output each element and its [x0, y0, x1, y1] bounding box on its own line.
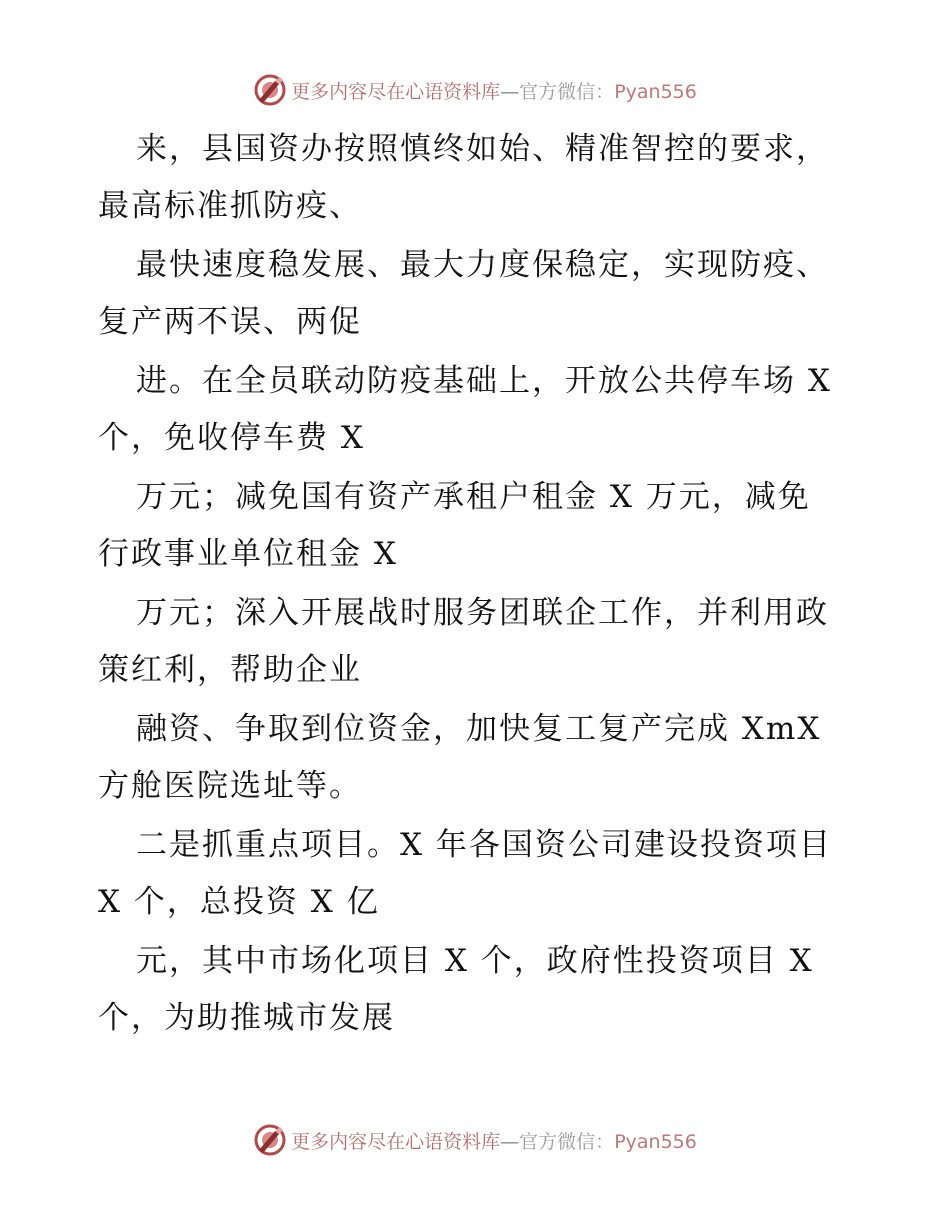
paragraph-line: 来，县国资办按照慎终如始、精准智控的要求，: [136, 131, 829, 167]
banner-main-text: 更多内容尽在心语资料库: [291, 80, 501, 103]
banner-text: [291, 77, 697, 104]
banner-wechat-id: Pyan556: [614, 80, 697, 103]
paragraph-line: 万元；减免国有资产承租户租金 X 万元，减免: [136, 479, 811, 515]
paragraph-line: 最快速度稳发展、最大力度保稳定，实现防疫、: [136, 247, 829, 283]
brand-logo-icon: [253, 73, 287, 107]
paragraph-line: X 个，总投资 X 亿: [98, 884, 380, 920]
banner-text: [291, 1127, 697, 1154]
paragraph-line: 最高标准抓防疫、: [98, 188, 362, 224]
paragraph-line: 进。在全员联动防疫基础上，开放公共停车场 X: [136, 363, 832, 399]
footer-banner: [0, 1120, 950, 1160]
banner-sub-text: 官方微信：: [519, 1130, 615, 1153]
paragraph-line: 个，免收停车费 X: [98, 420, 365, 456]
paragraph-line: 二是抓重点项目。X 年各国资公司建设投资项目: [136, 827, 832, 863]
paragraph-line: 行政事业单位租金 X: [98, 536, 398, 572]
paragraph-line: 元，其中市场化项目 X 个，政府性投资项目 X: [136, 943, 814, 979]
banner-dash: —: [500, 80, 520, 103]
banner-main-text: 更多内容尽在心语资料库: [291, 1130, 501, 1153]
paragraph-line: 复产两不误、两促: [98, 304, 362, 340]
paragraph-line: 个，为助推城市发展: [98, 1000, 395, 1036]
paragraph-line: 方舱医院选址等。: [98, 768, 362, 804]
banner-wechat-id: Pyan556: [614, 1130, 697, 1153]
header-banner: [0, 70, 950, 110]
paragraph-line: 万元；深入开展战时服务团联企工作，并利用政: [136, 595, 829, 631]
paragraph-line: 策红利，帮助企业: [98, 652, 362, 688]
paragraph-line: 融资、争取到位资金，加快复工复产完成 XmX: [136, 711, 822, 747]
banner-sub-text: 官方微信：: [519, 80, 615, 103]
banner-dash: —: [500, 1130, 520, 1153]
brand-logo-icon: [253, 1123, 287, 1157]
